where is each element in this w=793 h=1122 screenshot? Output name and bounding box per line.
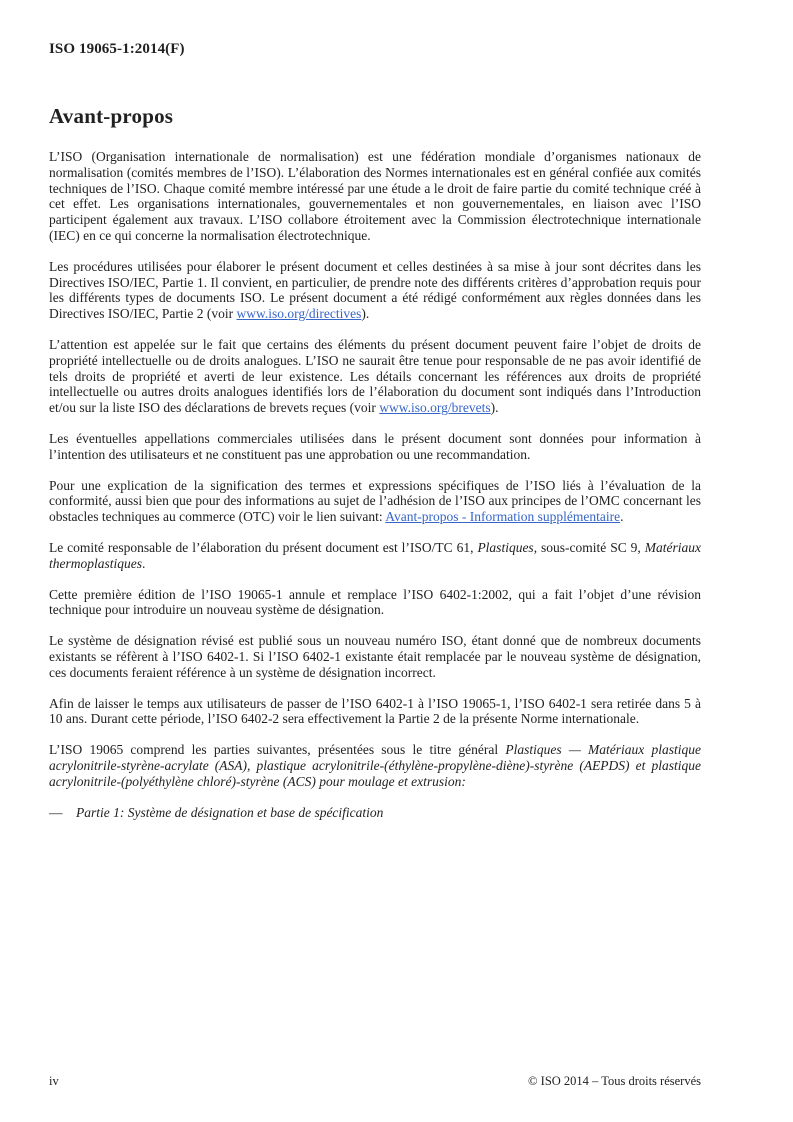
text-segment: ).	[361, 306, 370, 322]
italic-text: Matériaux thermoplastiques	[49, 539, 701, 571]
text-segment: L’ISO (Organisation internationale de normalisation) est une fédération mondiale d’organismes nationaux de normalisation (comités membres de l’ISO). L’élaboration des Normes internationales est en général confiée aux comités techniques de l’ISO. Chaque comité membre intéressé par une étude a le droit de faire partie du comité technique créé à cet effet. Les organisations internationales, gouvernementales et non gouvernementales, en liaison avec l’ISO participent également aux travaux. L’ISO collabore étroitement avec la Commission électrotechnique internationale (IEC) en ce qui concerne la normalisation électrotechnique.	[49, 149, 701, 243]
text-segment: Partie 1: Système de désignation et base de spécification	[76, 804, 384, 820]
paragraph	[49, 259, 701, 322]
list-item	[49, 805, 701, 821]
page-footer	[49, 1074, 701, 1089]
paragraph	[49, 337, 701, 416]
text-segment: L’ISO 19065 comprend les parties suivantes, présentées sous le titre général	[49, 742, 506, 758]
paragraph	[49, 587, 701, 619]
text-segment: .	[142, 555, 146, 571]
text-segment: Les éventuelles appellations commerciales utilisées dans le présent document sont données pour information à l’intention des utilisateurs et ne constituent pas une approbation ou une recommandation.	[49, 430, 701, 462]
page-number: iv	[49, 1074, 59, 1088]
paragraph	[49, 742, 701, 789]
link-avant-propos-information-supplementaire[interactable]: Avant-propos - Information supplémentaire	[385, 509, 621, 525]
paragraph	[49, 478, 701, 525]
text-segment: Afin de laisser le temps aux utilisateurs de passer de l’ISO 6402-1 à l’ISO 19065-1, l’ISO 6402-1 sera retirée dans 5 à 10 ans. Durant cette période, l’ISO 6402-2 sera effectivement la Partie 2 de la présente Norme internationale.	[49, 695, 701, 727]
text-segment: Le système de désignation révisé est publié sous un nouveau numéro ISO, étant donné que de nombreux documents existants se réfèrent à l’ISO 6402-1. Si l’ISO 6402-1 existante était remplacée par le nouveau système de désignation, ces documents feraient référence à un système de désignation incorrect.	[49, 633, 701, 680]
text-segment: , sous-comité SC 9,	[533, 539, 645, 555]
paragraph	[49, 540, 701, 572]
italic-text: Plastiques — Matériaux plastique acrylonitrile-styrène-acrylate (ASA), plastique acrylonitrile-(éthylène-propylène-diène)-styrène (AEPDS) et plastique acrylonitrile-(polyéthylène chloré)-styrène (ACS) pour moulage et extrusion:	[49, 742, 701, 789]
list-dash: —	[49, 804, 63, 820]
document-reference: ISO 19065-1:2014(F)	[49, 41, 185, 57]
link-iso-brevets[interactable]: www.iso.org/brevets	[379, 400, 491, 416]
text-segment: ).	[490, 400, 499, 416]
foreword-body	[49, 149, 701, 820]
text-segment: Les procédures utilisées pour élaborer le présent document et celles destinées à sa mise à jour sont décrites dans les Directives ISO/IEC, Partie 1. Il convient, en particulier, de prendre note des différents critères d’approbation requis pour les différents types de documents ISO. Le présent document a été rédigé conformément aux règles données dans les Directives ISO/IEC, Partie 2 (voir	[49, 258, 701, 322]
italic-text: Plastiques	[477, 539, 534, 555]
text-segment: L’attention est appelée sur le fait que certains des éléments du présent document peuvent faire l’objet de droits de propriété intellectuelle ou de droits analogues. L’ISO ne saurait être tenue pour responsable de ne pas avoir identifié de tels droits de propriété et averti de leur existence. Les détails concernant les références aux droits de propriété intellectuelle ou autres droits analogues identifiés lors de l’élaboration du document sont indiqués dans l’Introduction et/ou sur la liste ISO des déclarations de brevets reçues (voir	[49, 336, 701, 416]
link-iso-directives[interactable]: www.iso.org/directives	[236, 306, 362, 322]
paragraph	[49, 696, 701, 728]
paragraph	[49, 633, 701, 680]
text-segment: Pour une explication de la signification des termes et expressions spécifiques de l’ISO liés à l’évaluation de la conformité, aussi bien que pour des informations au sujet de l’adhésion de l’ISO aux principes de l’OMC concernant les obstacles techniques au commerce (OTC) voir le lien suivant:	[49, 477, 701, 525]
page-title: Avant-propos	[49, 104, 174, 128]
text-segment: Cette première édition de l’ISO 19065-1 annule et remplace l’ISO 6402-1:2002, qui a fait l’objet d’une révision technique pour introduire un nouveau système de désignation.	[49, 586, 701, 618]
paragraph	[49, 149, 701, 244]
paragraph	[49, 431, 701, 463]
copyright-notice: © ISO 2014 – Tous droits réservés	[528, 1074, 701, 1088]
text-segment: .	[620, 509, 624, 525]
text-segment: Le comité responsable de l’élaboration du présent document est l’ISO/TC 61,	[49, 539, 478, 555]
